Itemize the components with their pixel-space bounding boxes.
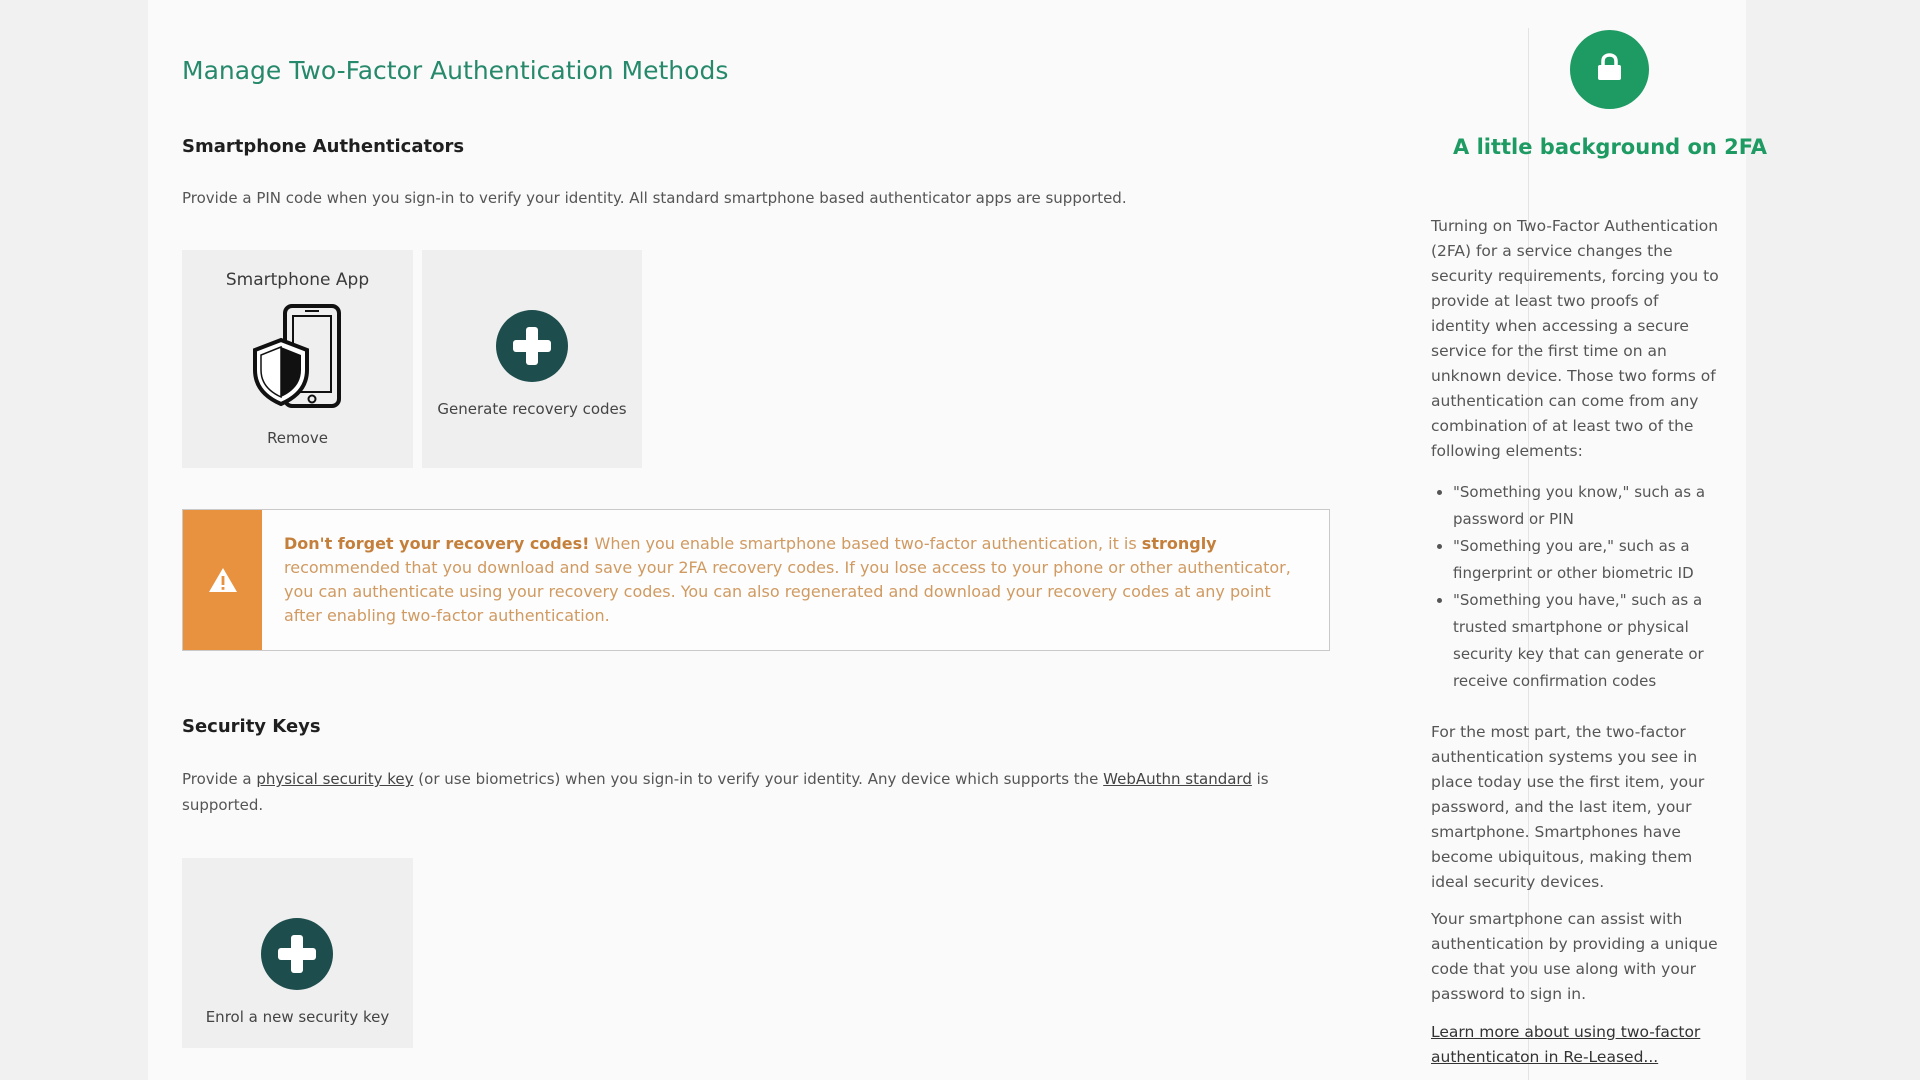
- security-keys-desc-middle: (or use biometrics) when you sign-in to verify your identity. Any device which supports the: [413, 770, 1104, 788]
- lock-badge: [1570, 30, 1649, 109]
- physical-security-key-link[interactable]: physical security key: [256, 770, 414, 788]
- warning-text-part1: When you enable smartphone based two-factor authentication, it is: [589, 534, 1142, 553]
- warning-strong-word: strongly: [1141, 534, 1217, 553]
- sidebar-paragraph-3: Your smartphone can assist with authentication by providing a unique code that you use along with your password to sign in.: [1431, 910, 1718, 1003]
- list-item: • "Something you have," such as a trusted smartphone or physical security key that can generate or receive confirmation codes: [1453, 587, 1721, 695]
- remove-button[interactable]: Remove: [267, 429, 328, 447]
- plus-circle-icon: [496, 310, 568, 382]
- security-keys-desc-prefix: Provide a: [182, 770, 257, 788]
- generate-recovery-codes-tile[interactable]: [422, 250, 642, 468]
- enrol-security-key-tile[interactable]: [182, 858, 413, 1048]
- generate-recovery-codes-label: Generate recovery codes: [437, 400, 627, 418]
- smartphone-app-tile[interactable]: [182, 250, 413, 468]
- sidebar-title: A little background on 2FA: [1453, 135, 1767, 159]
- plus-circle-icon: [261, 918, 333, 990]
- recovery-codes-warning: [182, 509, 1330, 651]
- sidebar-paragraph-2: For the most part, the two-factor authentication systems you see in place today use the first item, your password, and the last item, your smartphone. Smartphones have become ubiquitous, making them ideal security devices.: [1431, 723, 1705, 891]
- warning-text: [284, 532, 1309, 628]
- warning-bar: [183, 510, 262, 650]
- sidebar-elements-list: [1431, 479, 1721, 695]
- security-keys-desc-suffix: is supported.: [182, 770, 1269, 814]
- enrol-security-key-label: Enrol a new security key: [205, 1008, 390, 1026]
- sidebar-intro: Turning on Two-Factor Authentication (2FA) for a service changes the security requirements, forcing you to provide at least two proofs of identity when accessing a secure service for the first time on an unknown device. Those two forms of authentication can come from any combination of at least two of the following elements:: [1431, 217, 1719, 460]
- smartphone-section-heading: Smartphone Authenticators: [182, 136, 465, 157]
- lock-icon: [1596, 52, 1623, 82]
- smartphone-app-title: Smartphone App: [225, 270, 370, 290]
- learn-more-link[interactable]: Learn more about using two-factor authenticaton in Re-Leased...: [1431, 1023, 1701, 1066]
- security-keys-description: [182, 766, 1332, 818]
- smartphone-section-description: Provide a PIN code when you sign-in to verify your identity. All standard smartphone based authenticator apps are supported.: [182, 189, 1127, 207]
- list-item: • "Something you are," such as a fingerprint or other biometric ID: [1453, 533, 1721, 587]
- warning-triangle-icon: [208, 566, 238, 594]
- warning-text-part2: recommended that you download and save your 2FA recovery codes. If you lose access to your phone or other authenticator, you can authenticate using your recovery codes. You can also regenerated and download your recovery codes at any point after enabling two-factor authentication.: [284, 558, 1291, 625]
- webauthn-standard-link[interactable]: WebAuthn standard: [1103, 770, 1252, 788]
- warning-bold-intro: Don't forget your recovery codes!: [284, 534, 590, 553]
- page-container: [148, 0, 1767, 1080]
- security-keys-heading: Security Keys: [182, 716, 321, 737]
- list-item: • "Something you know," such as a password or PIN: [1453, 479, 1721, 533]
- shield-phone-icon: [251, 302, 345, 412]
- page-title: Manage Two-Factor Authentication Methods: [182, 56, 729, 85]
